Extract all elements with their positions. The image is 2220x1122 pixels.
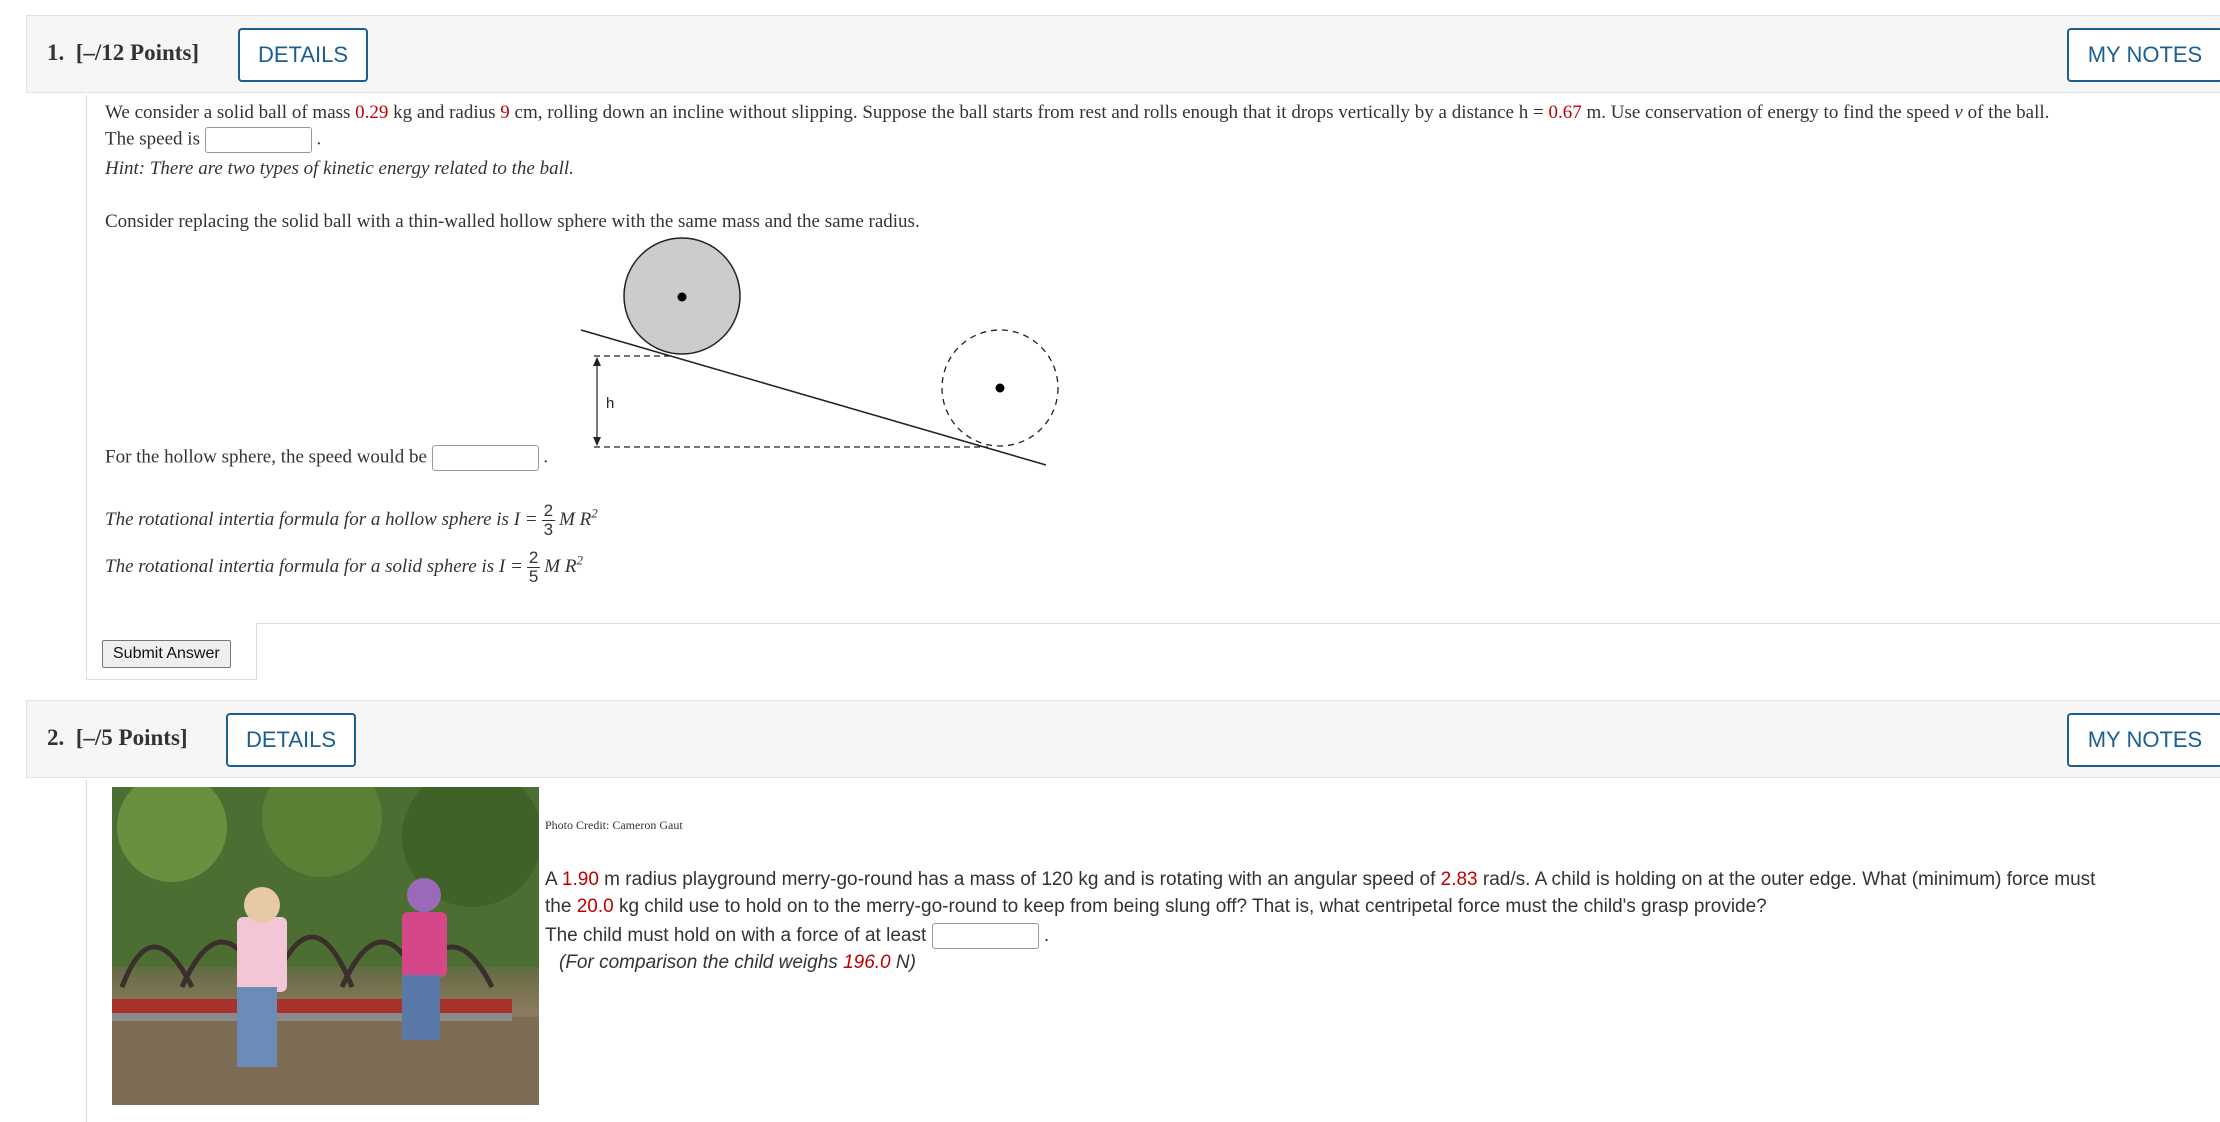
q2-force-row: The child must hold on with a force of at least . [545, 923, 1049, 949]
q1-speed-row: The speed is . [105, 127, 321, 153]
q2-paragraph-line-2: the 20.0 kg child use to hold on to the merry-go-round to keep from being slung off? That is, what centripetal force must the child's grasp provide? [545, 896, 1767, 917]
question-1-body [86, 95, 2220, 680]
q1-hollow-formula: The rotational intertia formula for a hollow sphere is I = $\frac{2}{3}$ M $R^2$ [105, 501, 598, 539]
q2-photo-credit: Photo Credit: Cameron Gaut [545, 818, 683, 832]
q1-paragraph-1: We consider a solid ball of mass 0.29 kg and radius 9 cm, rolling down an incline without slipping. Suppose the ball starts from rest and rolls enough that it drops vertically by a distance h = 0.67 m. Use conservation of energy to find the speed v of the ball. [105, 102, 2050, 123]
q1-hint: Hint: There are two types of kinetic energy related to the ball. [105, 158, 574, 179]
q2-paragraph-line-1: A 1.90 m radius playground merry-go-round has a mass of 120 kg and is rotating with an angular speed of 2.83 rad/s. A child is holding on at the outer edge. What (minimum) force must [545, 869, 2096, 890]
q1-consider-text: Consider replacing the solid ball with a thin-walled hollow sphere with the same mass and the same radius. [105, 211, 920, 232]
height-label: h [606, 395, 615, 412]
q1-my-notes-button[interactable]: MY NOTES [2067, 28, 2220, 82]
question-1-title: 1. [–/12 Points] [47, 40, 200, 65]
q2-force-input[interactable] [932, 923, 1039, 949]
question-1-header [26, 15, 2220, 93]
q2-details-button[interactable]: DETAILS [226, 713, 356, 767]
q2-my-notes-button[interactable]: MY NOTES [2067, 713, 2220, 767]
playground-photo [112, 787, 539, 1105]
incline-line [581, 330, 1046, 465]
question-2-header [26, 700, 2220, 778]
q1-hollow-row: For the hollow sphere, the speed would be . [105, 445, 548, 471]
q1-speed-input[interactable] [205, 127, 312, 153]
q1-details-button[interactable]: DETAILS [238, 28, 368, 82]
question-2-title: 2. [–/5 Points] [47, 725, 188, 750]
q1-submit-button[interactable]: Submit Answer [102, 640, 231, 668]
solid-ball-center [678, 293, 687, 302]
hollow-sphere-center [996, 384, 1005, 393]
incline-diagram [570, 230, 1060, 470]
q2-comparison: (For comparison the child weighs 196.0 N) [559, 952, 916, 973]
q1-solid-formula: The rotational intertia formula for a solid sphere is I = $\frac{2}{5}$ M $R^2$ [105, 548, 583, 586]
q1-hollow-speed-input[interactable] [432, 445, 539, 471]
